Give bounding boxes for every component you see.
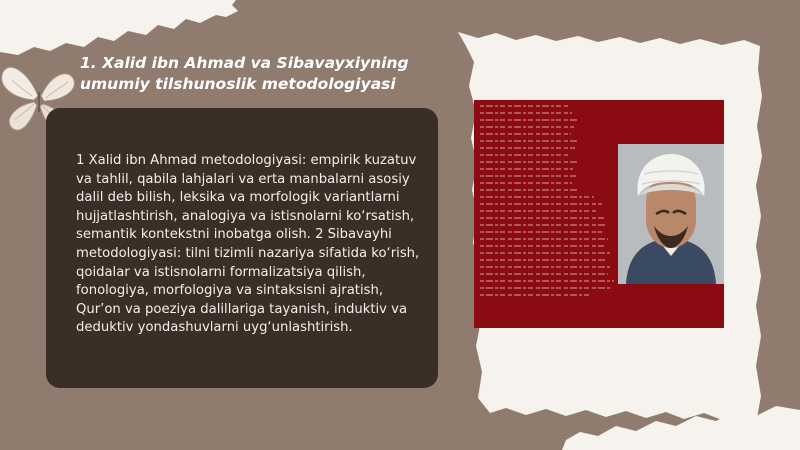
scholar-portrait [618, 144, 724, 284]
body-text: 1 Xalid ibn Ahmad metodologiyasi: empirik kuzatuv va tahlil, qabila lahjalari va erta manbalarni asosiy dalil deb bilish, leksika va morfologik variantlarni hujjatlashtirish, analogiya va istisnolarni ko‘rsatish, semantik kontekstni inobatga olish. 2 Sibavayhi metodologiyasi: tilni tizimli nazariya sifatida ko‘rish, qoidalar va istisnolarni formalizatsiya qilish, fonologiya, morfologiya va sintaksisni ajratish, Qur’on va poeziya dalillariga tayanish, induktiv va deduktiv yondashuvlarni uyg‘unlashtirish. [76, 153, 420, 336]
content-box [46, 108, 438, 388]
slide-title: 1. Xalid ibn Ahmad va Sibavayxiyning umumiy tilshunoslik metodologiyasi [80, 54, 409, 93]
